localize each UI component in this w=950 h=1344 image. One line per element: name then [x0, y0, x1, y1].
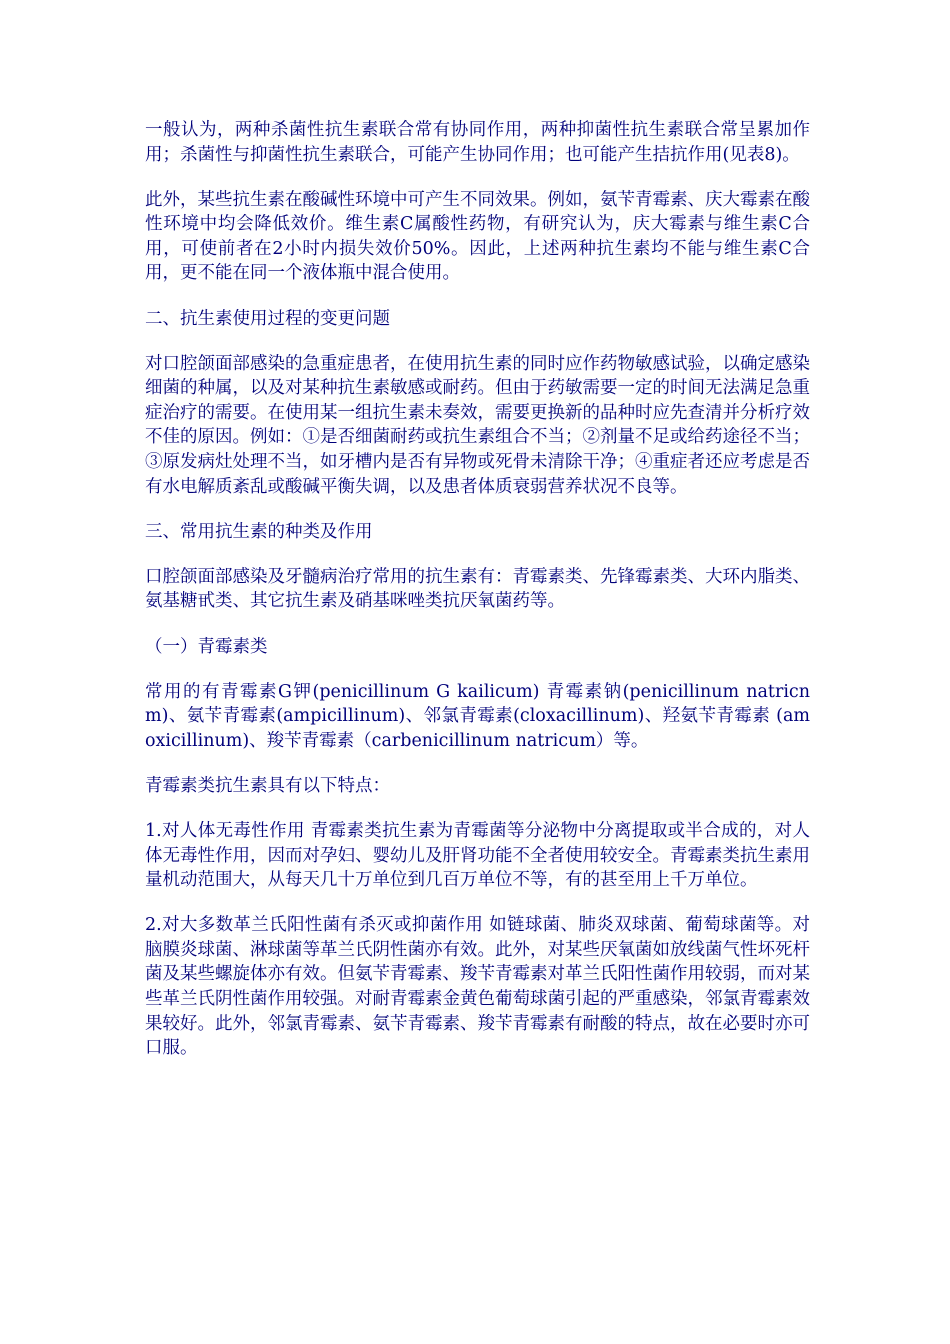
section-heading-3: 三、常用抗生素的种类及作用: [145, 521, 373, 542]
document-body: [145, 118, 810, 1081]
paragraph-feature-1: 1.对人体无毒性作用 青霉素类抗生素为青霉菌等分泌物中分离提取或半合成的，对人体无毒性作用，因而对孕妇、婴幼儿及肝肾功能不全者使用较安全。青霉素类抗生素用量机动范围大，从每天几十万单位到几百万单位不等，有的甚至用上千万单位。: [145, 820, 810, 891]
paragraph-feature-2: 2.对大多数革兰氏阳性菌有杀灭或抑菌作用 如链球菌、肺炎双球菌、葡萄球菌等。对脑膜炎球菌、淋球菌等革兰氏阴性菌亦有效。此外，对某些厌氧菌如放线菌气性坏死杆菌及某些螺旋体亦有效。但氨苄青霉素、羧苄青霉素对革兰氏阳性菌作用较弱，而对某些革兰氏阴性菌作用较强。对耐青霉素金黄色葡萄球菌引起的严重感染，邻氯青霉素效果较好。此外，邻氯青霉素、氨苄青霉素、羧苄青霉素有耐酸的特点，故在必要时亦可口服。: [145, 915, 810, 1059]
paragraph-antibiotic-change: 对口腔颌面部感染的急重症患者，在使用抗生素的同时应作药物敏感试验，以确定感染细菌的种属，以及对某种抗生素敏感或耐药。但由于药敏需要一定的时间无法满足急重症治疗的需要。在使用某一组抗生素未奏效，需要更换新的品种时应先查清并分析疗效不佳的原因。例如：①是否细菌耐药或抗生素组合不当；②剂量不足或给药途径不当；③原发病灶处理不当，如牙槽内是否有异物或死骨未清除干净；④重症者还应考虑是否有水电解质紊乱或酸碱平衡失调，以及患者体质衰弱营养状况不良等。: [145, 353, 810, 497]
subsection-heading-penicillins: （一）青霉素类: [145, 636, 268, 657]
paragraph-penicillin-list: 常用的有青霉素G钾(penicillinum G kailicum) 青霉素钠(penicillinum natricnm)、氨苄青霉素(ampicillinum)、邻氯青霉素(cloxacillinum)、羟氨苄青霉素 (amoxicillinum)、羧苄青霉素（carbenicillinum natricum）等。: [145, 681, 810, 751]
paragraph-antibiotic-combination: 一般认为，两种杀菌性抗生素联合常有协同作用，两种抑菌性抗生素联合常呈累加作用；杀菌性与抑菌性抗生素联合，可能产生协同作用；也可能产生拮抗作用(见表8)。: [145, 120, 810, 165]
section-heading-2: 二、抗生素使用过程的变更问题: [145, 308, 390, 329]
features-heading: 青霉素类抗生素具有以下特点：: [145, 775, 390, 796]
paragraph-common-antibiotics: 口腔颌面部感染及牙髓病治疗常用的抗生素有：青霉素类、先锋霉素类、大环内脂类、氨基糖甙类、其它抗生素及硝基咪唑类抗厌氧菌药等。: [145, 566, 810, 612]
paragraph-acid-base-environment: 此外，某些抗生素在酸碱性环境中可产生不同效果。例如，氨苄青霉素、庆大霉素在酸性环境中均会降低效价。维生素C属酸性药物，有研究认为，庆大霉素与维生素C合用，可使前者在2小时内损失效价50%。因此，上述两种抗生素均不能与维生素C合用，更不能在同一个液体瓶中混合使用。: [145, 189, 810, 284]
